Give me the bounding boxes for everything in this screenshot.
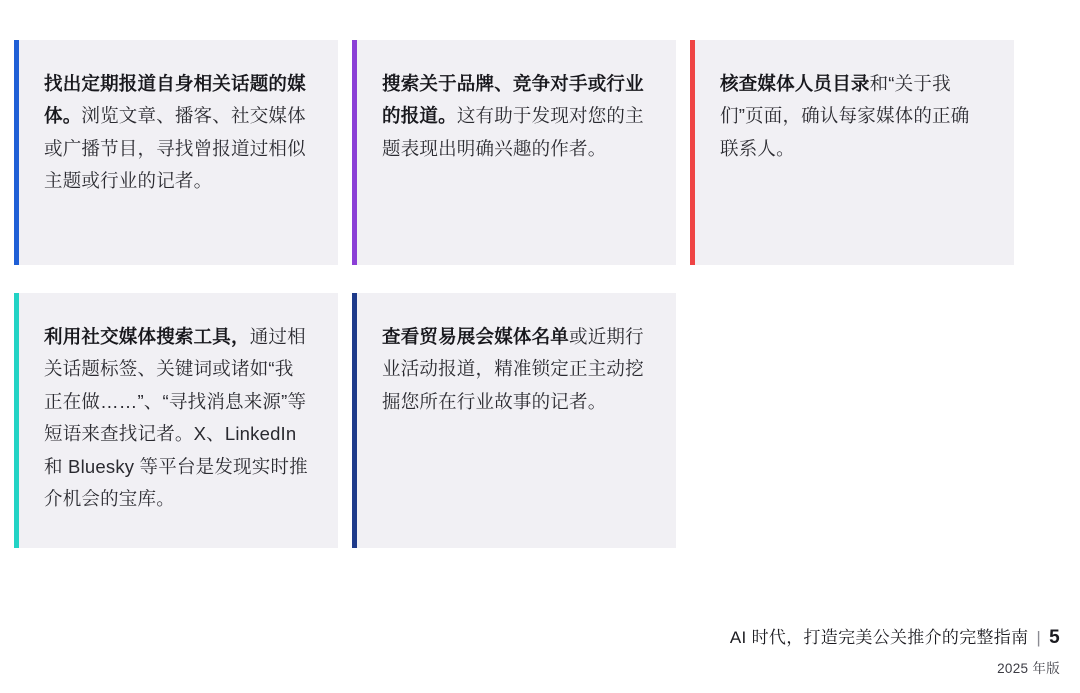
card-text [44, 68, 312, 198]
card-accent-bar [14, 40, 19, 265]
card-text-bold: 找出定期报道自身相关话题的媒体。 [44, 73, 306, 127]
card-text-bold: 利用社交媒体搜索工具， [44, 326, 250, 347]
card-text-bold: 搜索关于品牌、竞争对手或行业的报道。 [382, 73, 644, 127]
card-text-bold: 查看贸易展会媒体名单 [382, 326, 570, 347]
tip-card [352, 40, 676, 265]
card-text-rest: 这有助于发现对您的主题表现出明确兴趣的作者。 [382, 105, 644, 159]
card-accent-bar [14, 293, 19, 548]
card-text-rest: 或近期行业活动报道，精准锁定正主动挖掘您所在行业故事的记者。 [382, 326, 644, 412]
card-row-2 [14, 293, 1014, 548]
tip-card [690, 40, 1014, 265]
card-accent-bar [352, 293, 357, 548]
card-row-1 [14, 40, 1014, 265]
tips-card-grid [14, 40, 1014, 548]
card-text-rest: 和“关于我们”页面，确认每家媒体的正确联系人。 [720, 73, 970, 159]
footer-edition: 2025 年版 [997, 661, 1060, 676]
card-text-bold: 核查媒体人员目录 [720, 73, 870, 94]
card-text [382, 68, 650, 165]
tip-card [14, 40, 338, 265]
card-text-rest: 通过相关话题标签、关键词或诸如“我正在做……”、“寻找消息来源”等短语来查找记者。X、LinkedIn 和 Bluesky 等平台是发现实时推介机会的宝库。 [44, 326, 308, 509]
footer-title-line [730, 623, 1060, 649]
tip-card [352, 293, 676, 548]
tip-card [14, 293, 338, 548]
card-accent-bar [352, 40, 357, 265]
card-text-rest: 浏览文章、播客、社交媒体或广播节目，寻找曾报道过相似主题或行业的记者。 [44, 105, 306, 192]
card-text [382, 321, 650, 418]
page-footer [730, 623, 1060, 677]
page-number: 5 [1049, 627, 1060, 648]
footer-title: AI 时代，打造完美公关推介的完整指南 [729, 628, 1029, 647]
card-text [720, 68, 988, 165]
footer-separator: | [1036, 628, 1042, 647]
card-text [44, 321, 312, 515]
card-accent-bar [690, 40, 695, 265]
